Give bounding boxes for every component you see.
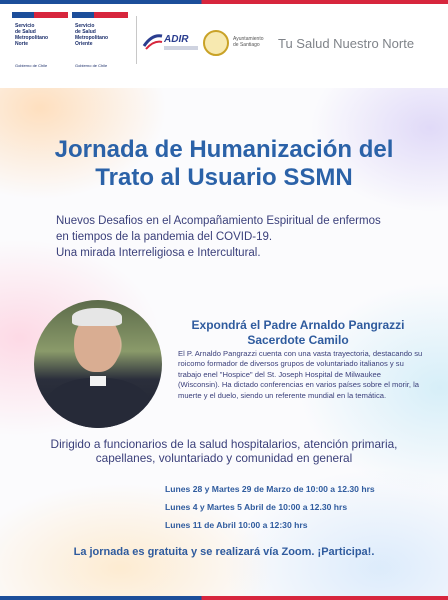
header-tagline: Tu Salud Nuestro Norte	[278, 36, 415, 51]
logo2-line: Metropolitano	[75, 35, 109, 41]
flag-stripe	[0, 0, 448, 4]
logo1-line: de Salud	[15, 29, 36, 35]
schedule-item: Lunes 11 de Abril 10:00 a 12:30 hrs	[165, 520, 308, 530]
schedule-item: Lunes 4 y Martes 5 Abril de 10:00 a 12.30 hrs	[165, 502, 348, 512]
audience-text	[24, 437, 424, 465]
ssmo-logo	[72, 12, 128, 70]
audience-line: capellanes, voluntariado y comunidad en general	[95, 451, 353, 465]
logo2-line: Servicio	[75, 23, 95, 29]
schedule-list	[165, 480, 435, 534]
speaker-role: Sacerdote Camilo	[247, 333, 349, 347]
logo1-line: Servicio	[15, 23, 35, 29]
title-line: Trato al Usuario SSMN	[95, 164, 353, 191]
event-intro	[56, 213, 426, 261]
logo2-line: Oriente	[75, 41, 93, 47]
speaker-photo	[34, 300, 162, 428]
adir-logo	[142, 30, 200, 54]
municipality-name	[233, 36, 263, 48]
header-bar	[0, 0, 448, 88]
header-divider	[136, 16, 137, 64]
adir-swoosh-icon	[142, 30, 164, 52]
schedule-item: Lunes 28 y Martes 29 de Marzo de 10:00 a 12.30 hrs	[165, 484, 375, 494]
intro-line: en tiempos de la pandemia del COVID-19.	[56, 231, 273, 243]
audience-line: Dirigido a funcionarios de la salud hospitalarios, atención primaria,	[50, 437, 398, 451]
speaker-heading	[174, 318, 422, 348]
municipality-seal-icon	[203, 30, 229, 56]
footer-note: La jornada es gratuita y se realizará vía Zoom. ¡Participa!.	[73, 546, 375, 558]
speaker-bio: El P. Arnaldo Pangrazzi cuenta con una vasta trayectoria, destacando su roicomo formador de diversos grupos de voluntariado italianos y su trabajo enel "Hospice" del St. Joseph Hospital de Milwaukee (Wisconsin). Ha dictado conferencias en varios países sobre el morir, la muerte y el duelo, siendo un referente mundial en la temática.	[178, 349, 423, 400]
logo2-sub: Gobierno de Chile	[75, 63, 108, 68]
logo2-line: de Salud	[75, 29, 96, 35]
title-line: Jornada de Humanización del	[54, 136, 394, 163]
intro-line: Una mirada Interreligiosa e Intercultural.	[56, 247, 261, 259]
logo1-line: Metropolitano	[15, 35, 49, 41]
muni-line: Ayuntamiento	[233, 36, 264, 42]
flag-stripe-bottom	[0, 596, 448, 600]
event-title	[0, 136, 448, 192]
adir-label: ADIR	[164, 34, 189, 45]
logo1-sub: Gobierno de Chile	[15, 63, 48, 68]
muni-line: de Santiago	[233, 42, 260, 48]
speaker-name: Expondrá el Padre Arnaldo Pangrazzi	[191, 318, 405, 332]
ssmn-logo	[12, 12, 68, 70]
logo1-line: Norte	[15, 41, 29, 47]
intro-line: Nuevos Desafios en el Acompañamiento Espiritual de enfermos	[56, 215, 381, 227]
